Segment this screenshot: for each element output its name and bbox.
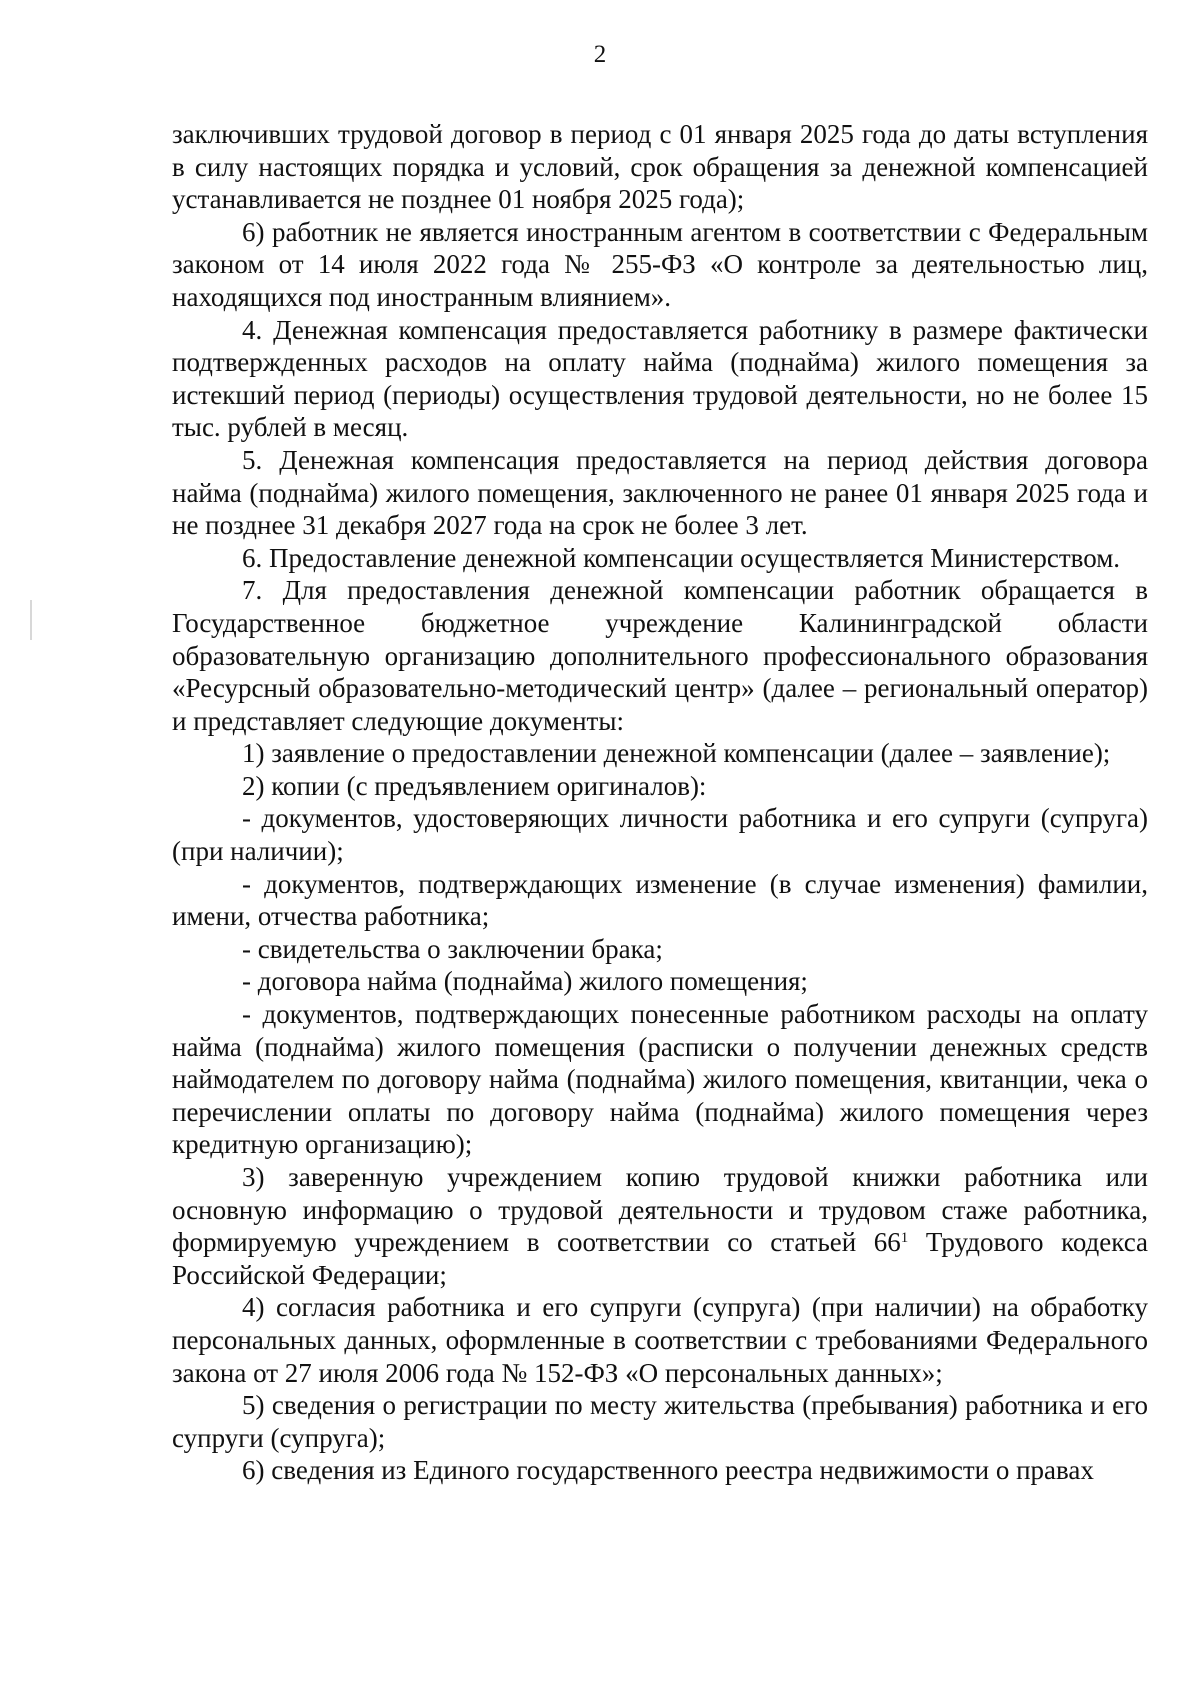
list-item-labor-book xyxy=(172,1161,1148,1291)
sub-item-name-change: - документов, подтверждающих изменение (в случае изменения) фамилии, имени, отчества работника; xyxy=(172,868,1148,932)
article-superscript: 1 xyxy=(900,1230,909,1247)
list-item-copies: 2) копии (с предъявлением оригиналов): xyxy=(242,770,707,801)
sub-item-lease-agreement: - договора найма (поднайма) жилого помещения; xyxy=(242,966,808,997)
paragraph-4-compensation-amount: 4. Денежная компенсация предоставляется работнику в размере фактически подтвержденных расходов на оплату найма (поднайма) жилого помещения за истекший период (периоды) осуществления трудовой деятельности, но не более 15 тыс. рублей в месяц. xyxy=(172,314,1148,443)
paragraph-5-compensation-period: 5. Денежная компенсация предоставляется на период действия договора найма (поднайма) жилого помещения, заключенного не ранее 01 января 2025 года и не позднее 31 декабря 2027 года на срок не более 3 лет. xyxy=(172,444,1148,541)
labor-book-text-end: Трудового кодекса Российской Федерации; xyxy=(172,1227,1149,1290)
document-body xyxy=(172,118,1148,1487)
list-item-real-estate-registry: 6) сведения из Единого государственного реестра недвижимости о правах xyxy=(242,1455,1094,1486)
list-item-consent: 4) согласия работника и его супруги (супруга) (при наличии) на обработку персональных данных, оформленные в соответствии с требованиями Федерального закона от 27 июля 2006 года № 152-ФЗ «О персональных данных»; xyxy=(172,1292,1148,1388)
sub-item-identity-documents: - документов, удостоверяющих личности работника и его супруги (супруга) (при наличии); xyxy=(172,803,1148,867)
list-item-registration: 5) сведения о регистрации по месту жительства (пребывания) работника и его супруги (супруга); xyxy=(172,1390,1148,1453)
paragraph-foreign-agent: 6) работник не является иностранным агентом в соответствии с Федеральным законом от 14 июля 2022 года № 255-ФЗ «О контроле за деятельностью лиц, находящихся под иностранным влиянием». xyxy=(172,216,1148,312)
sub-item-marriage-certificate: - свидетельства о заключении брака; xyxy=(242,933,663,964)
scan-artifact xyxy=(30,600,32,640)
page-number: 2 xyxy=(593,41,607,68)
labor-book-text: 3) заверенную учреждением копию трудовой книжки работника или основную информацию о трудовой деятельности и трудовом стаже работника, формируемую учреждением в соответствии со статьей 66 xyxy=(172,1162,1148,1258)
sub-item-expense-documents: - документов, подтверждающих понесенные работником расходы на оплату найма (поднайма) жилого помещения (расписки о получении денежных средств наймодателем по договору найма (поднайма) жилого помещения, квитанции, чека о перечислении оплаты по договору найма (поднайма) жилого помещения через кредитную организацию); xyxy=(172,999,1148,1160)
list-item-application: 1) заявление о предоставлении денежной компенсации (далее – заявление); xyxy=(242,738,1111,769)
paragraph-7-documents: 7. Для предоставления денежной компенсации работник обращается в Государственное бюджетное учреждение Калининградской области образовательную организацию дополнительного профессионального образования «Ресурсный образовательно-методический центр» (далее – региональный оператор) и представляет следующие документы: xyxy=(172,575,1148,736)
paragraph-6-ministry: 6. Предоставление денежной компенсации осуществляется Министерством. xyxy=(242,542,1121,573)
paragraph-continuation: заключивших трудовой договор в период с 01 января 2025 года до даты вступления в силу настоящих порядка и условий, срок обращения за денежной компенсацией устанавливается не позднее 01 ноября 2025 года); xyxy=(172,119,1148,215)
